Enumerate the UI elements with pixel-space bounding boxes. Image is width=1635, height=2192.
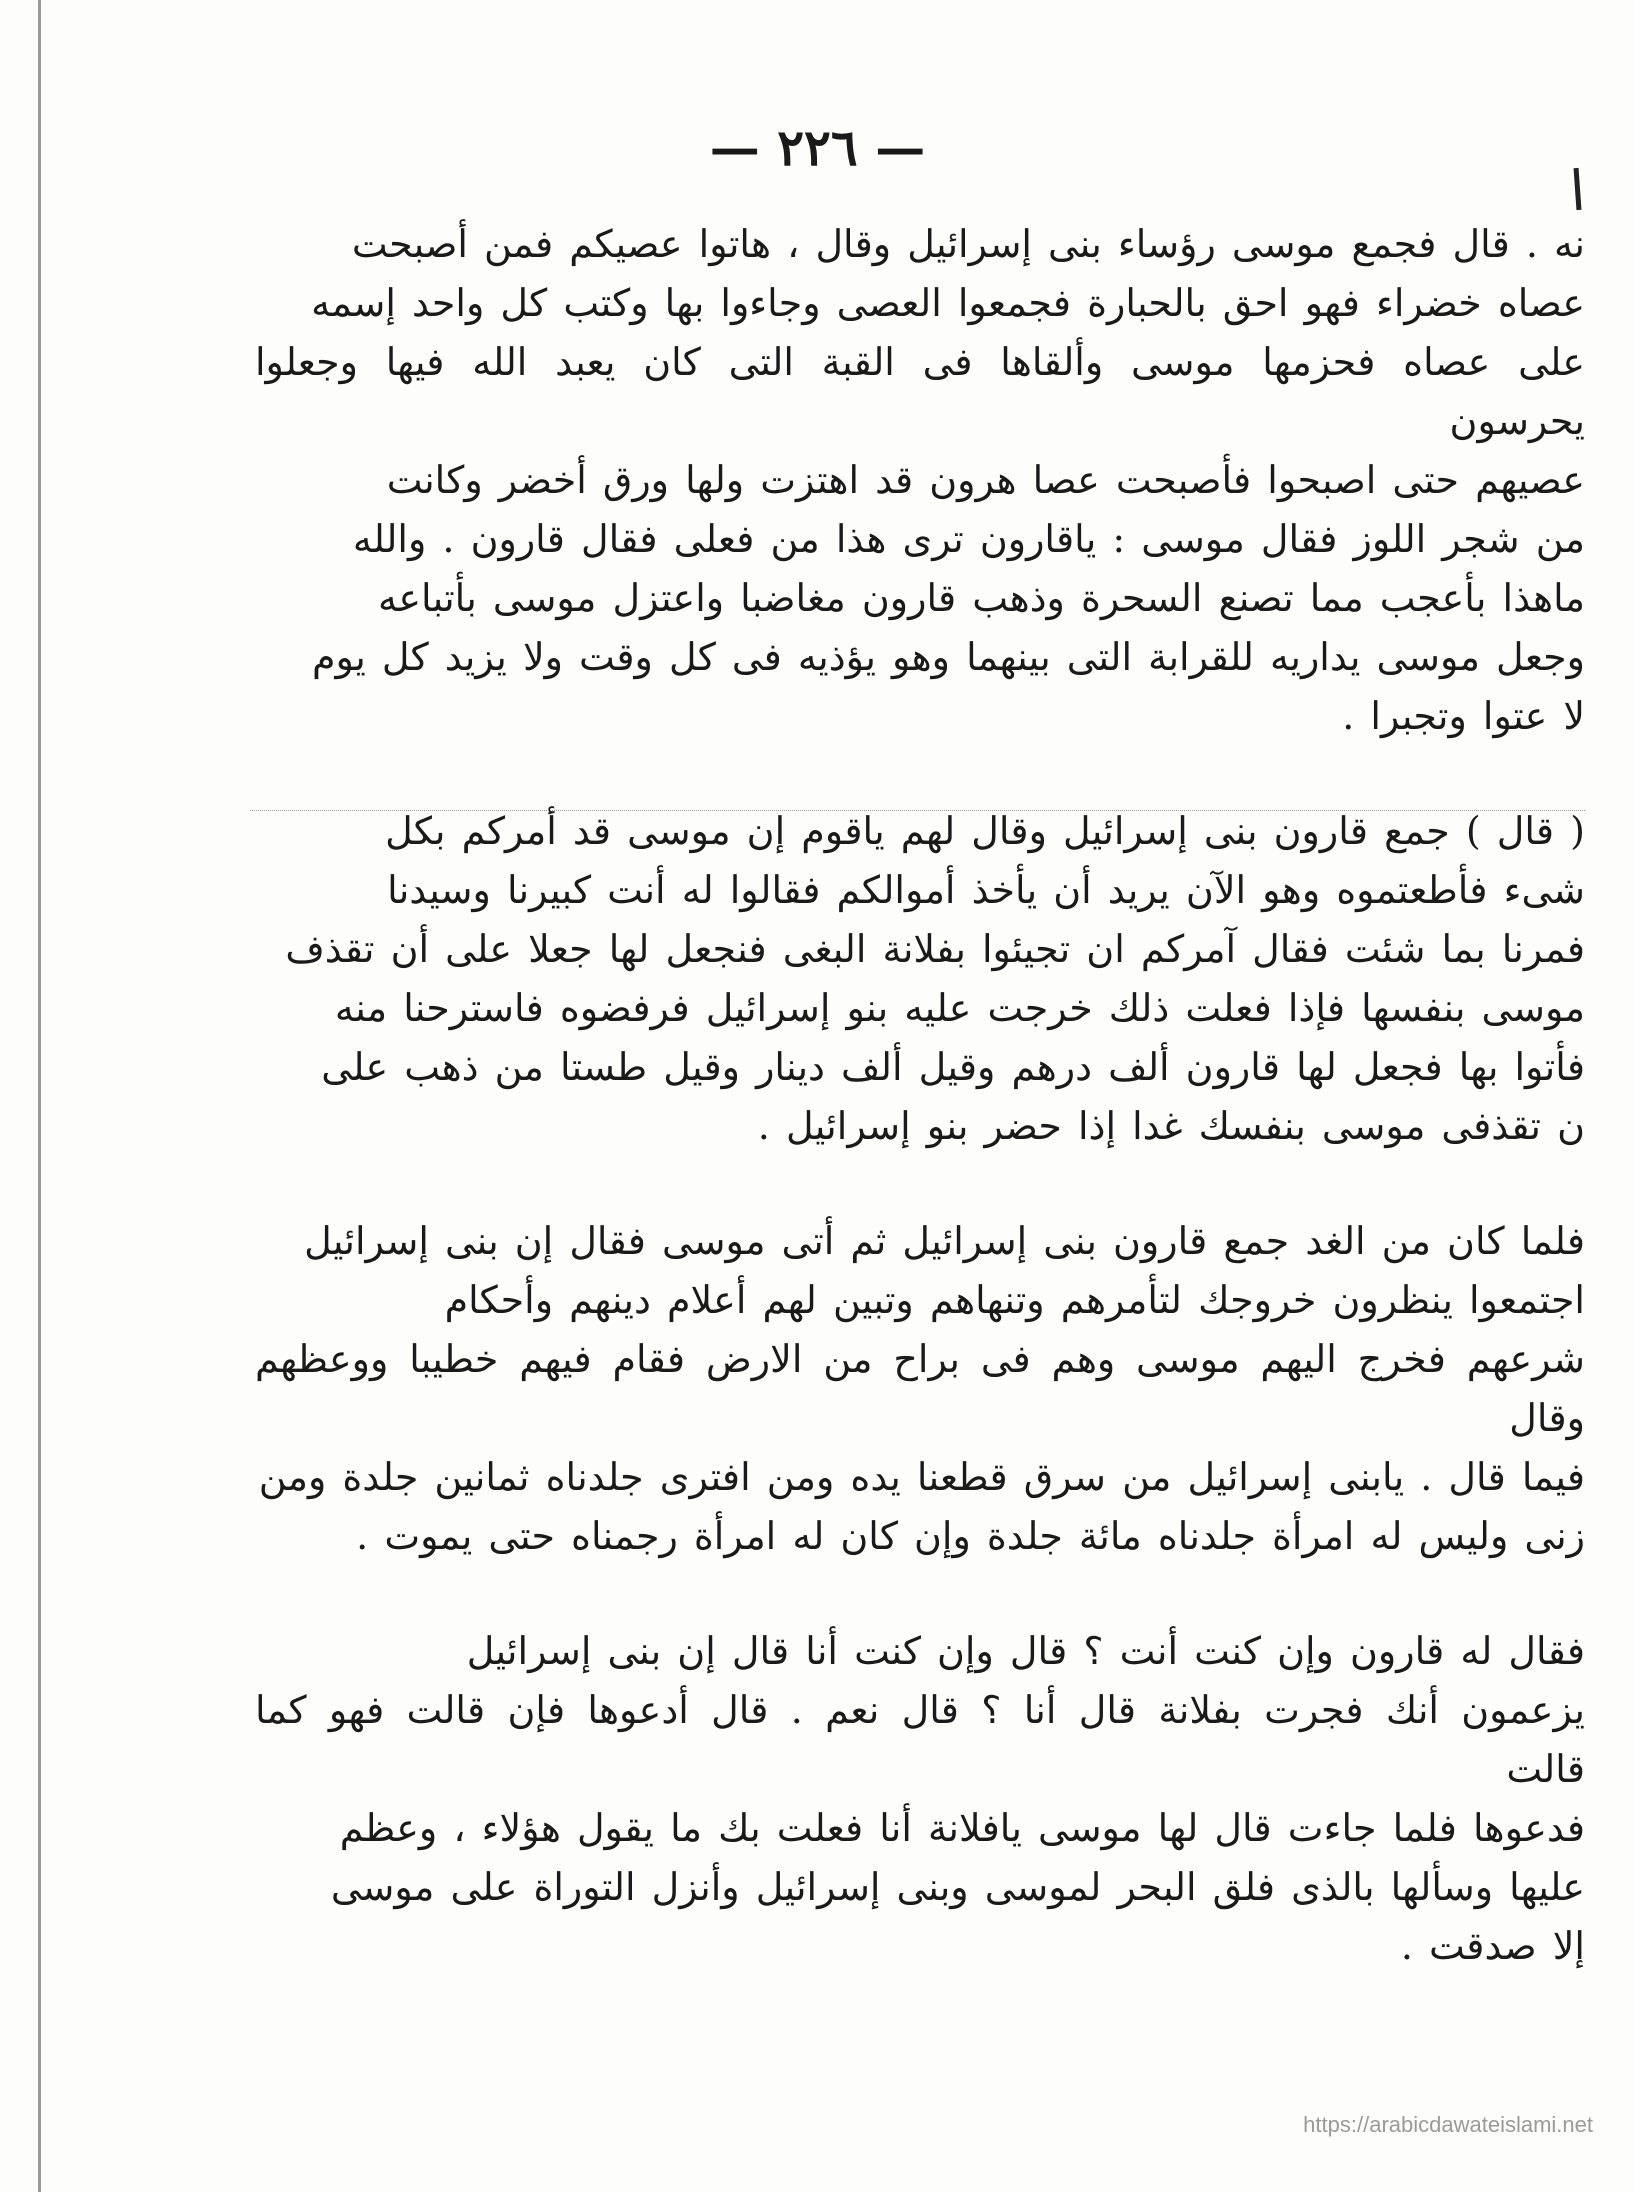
text-line: موسى بنفسها فإذا فعلت ذلك خرجت عليه بنو إسرائيل فرفضوه فاسترحنا منه [334, 986, 1585, 1030]
text-line: فقال له قارون وإن كنت أنت ؟ قال وإن كنت أنا قال إن بنى إسرائيل [466, 1629, 1585, 1673]
paragraph-3 [255, 1212, 1585, 1566]
text-line: على عصاه فحزمها موسى وألقاها فى القبة التى كان يعبد الله فيها وجعلوا يحرسون [255, 340, 1585, 443]
binding-edge-line [38, 0, 41, 2192]
text-line: يزعمون أنك فجرت بفلانة قال أنا ؟ قال نعم . قال أدعوها فإن قالت فهو كما قالت [255, 1688, 1585, 1791]
text-line: فلما كان من الغد جمع قارون بنى إسرائيل ثم أتى موسى فقال إن بنى إسرائيل [304, 1219, 1585, 1263]
text-line: ( قال ) جمع قارون بنى إسرائيل وقال لهم ياقوم إن موسى قد أمركم بكل [385, 809, 1585, 853]
text-line: عصيهم حتى اصبحوا فأصبحت عصا هرون قد اهتزت ولها ورق أخضر وكانت [386, 458, 1585, 502]
text-line: لا عتوا وتجبرا . [1342, 694, 1585, 738]
text-line: فمرنا بما شئت فقال آمركم ان تجيئوا بفلانة البغى فنجعل لها جعلا على أن تقذف [285, 927, 1585, 971]
text-line: ن تقذفى موسى بنفسك غدا إذا حضر بنو إسرائيل . [757, 1104, 1585, 1148]
paragraph-1 [255, 215, 1585, 746]
watermark-url: https://arabicdawateislami.net [1303, 2112, 1593, 2137]
paragraph-4 [255, 1622, 1585, 1976]
text-line: فأتوا بها فجعل لها قارون ألف درهم وقيل ألف دينار وقيل طستا من ذهب على [321, 1045, 1585, 1089]
text-line: ماهذا بأعجب مما تصنع السحرة وذهب قارون مغاضبا واعتزل موسى بأتباعه [378, 576, 1585, 620]
page-number: — ٢٢٦ — [709, 118, 926, 177]
text-line: فيما قال . يابنى إسرائيل من سرق قطعنا يده ومن افترى جلدناه ثمانين جلدة ومن [258, 1455, 1585, 1499]
body-text [255, 215, 1585, 1976]
text-line: عليها وسألها بالذى فلق البحر لموسى وبنى إسرائيل وأنزل التوراة على موسى [330, 1865, 1585, 1909]
text-line: من شجر اللوز فقال موسى : ياقارون ترى هذا من فعلى فقال قارون . والله [352, 517, 1585, 561]
text-line: شىء فأطعتموه وهو الآن يريد أن يأخذ أموالكم فقالوا له أنت كبيرنا وسيدنا [387, 868, 1585, 912]
text-line: عصاه خضراء فهو احق بالحبارة فجمعوا العصى وجاءوا بها وكتب كل واحد إسمه [311, 281, 1585, 325]
text-line: شرعهم فخرج اليهم موسى وهم فى براح من الارض فقام فيهم خطيبا ووعظهم وقال [255, 1337, 1585, 1440]
text-line: زنى وليس له امرأة جلدناه مائة جلدة وإن كان له امرأة رجمناه حتى يموت . [356, 1514, 1585, 1558]
section-separator [250, 810, 1585, 812]
paragraph-2 [255, 802, 1585, 1156]
text-line: فدعوها فلما جاءت قال لها موسى يافلانة أنا فعلت بك ما يقول هؤلاء ، وعظم [339, 1806, 1585, 1850]
text-line: وجعل موسى يداريه للقرابة التى بينهما وهو يؤذيه فى كل وقت ولا يزيد كل يوم [312, 635, 1585, 679]
text-line: اجتمعوا ينظرون خروجك لتأمرهم وتنهاهم وتبين لهم أعلام دينهم وأحكام [444, 1278, 1585, 1322]
text-line: إلا صدقت . [1400, 1924, 1585, 1968]
text-line: نه . قال فجمع موسى رؤساء بنى إسرائيل وقال ، هاتوا عصيكم فمن أصبحت [351, 222, 1585, 266]
